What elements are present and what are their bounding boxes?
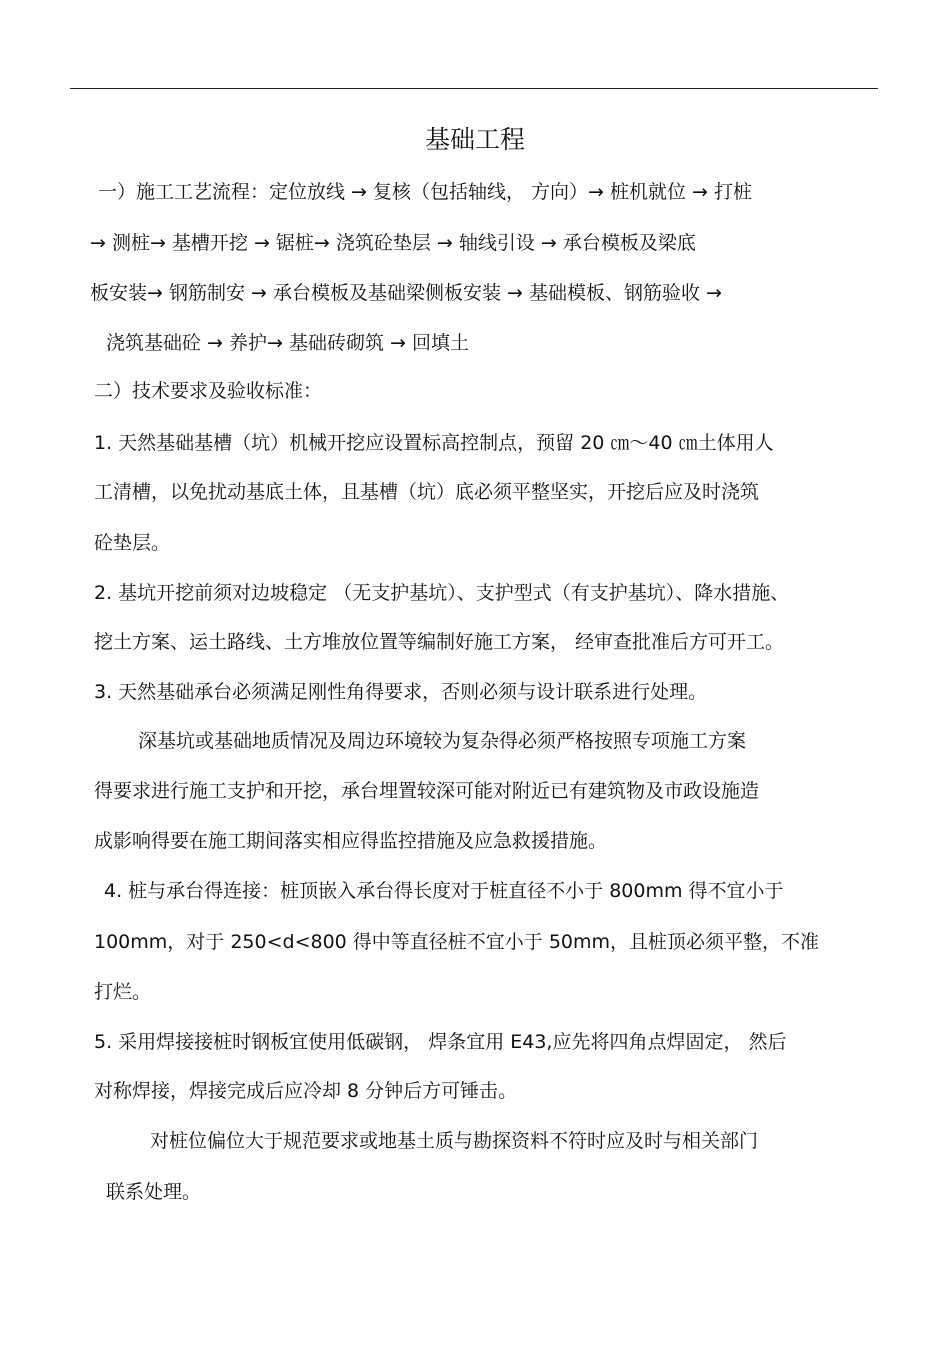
text-line: 3. 天然基础承台必须满足刚性角得要求，否则必须与设计联系进行处理。 bbox=[94, 681, 708, 703]
text-line: 浇筑基础砼 → 养护→ 基础砖砌筑 → 回填土 bbox=[106, 332, 469, 354]
document-title: 基础工程 bbox=[424, 125, 525, 154]
text-line: 深基坑或基础地质情况及周边环境较为复杂得必须严格按照专项施工方案 bbox=[138, 730, 747, 752]
text-line: 5. 采用焊接接桩时钢板宜使用低碳钢， 焊条宜用 E43,应先将四角点焊固定， 然后 bbox=[94, 1031, 787, 1053]
text-line: 成影响得要在施工期间落实相应得监控措施及应急救援措施。 bbox=[94, 830, 608, 852]
text-line: → 测桩→ 基槽开挖 → 锯桩→ 浇筑砼垫层 → 轴线引设 → 承台模板及梁底 bbox=[90, 232, 696, 254]
text-line: 打烂。 bbox=[94, 981, 152, 1003]
text-line: 砼垫层。 bbox=[94, 532, 171, 554]
text-line: 100mm，对于 250<d<800 得中等直径桩不宜小于 50mm，且桩顶必须平整，不准 bbox=[94, 931, 820, 953]
text-line: 对桩位偏位大于规范要求或地基土质与勘探资料不符时应及时与相关部门 bbox=[150, 1130, 759, 1152]
header-rule bbox=[70, 88, 878, 89]
text-line: 一）施工工艺流程：定位放线 → 复核（包括轴线， 方向）→ 桩机就位 → 打桩 bbox=[98, 181, 752, 203]
text-line: 挖土方案、运土路线、土方堆放位置等编制好施工方案， 经审查批准后方可开工。 bbox=[94, 631, 785, 653]
text-line: 2. 基坑开挖前须对边坡稳定 （无支护基坑）、支护型式（有支护基坑）、降水措施、 bbox=[94, 582, 790, 604]
text-line: 联系处理。 bbox=[106, 1181, 202, 1203]
text-line: 二）技术要求及验收标准： bbox=[94, 380, 323, 402]
text-line: 工清槽，以免扰动基底土体，且基槽（坑）底必须平整坚实，开挖后应及时浇筑 bbox=[94, 481, 760, 503]
text-line: 对称焊接，焊接完成后应冷却 8 分钟后方可锤击。 bbox=[94, 1080, 518, 1102]
text-line: 得要求进行施工支护和开挖，承台埋置较深可能对附近已有建筑物及市政设施造 bbox=[94, 780, 760, 802]
text-line: 1. 天然基础基槽（坑）机械开挖应设置标高控制点，预留 20 ㎝～40 ㎝土体用人 bbox=[94, 432, 774, 454]
text-line: 板安装→ 钢筋制安 → 承台模板及基础梁侧板安装 → 基础模板、钢筋验收 → bbox=[90, 282, 722, 304]
text-line: 4. 桩与承台得连接：桩顶嵌入承台得长度对于桩直径不小于 800mm 得不宜小于 bbox=[104, 880, 784, 902]
